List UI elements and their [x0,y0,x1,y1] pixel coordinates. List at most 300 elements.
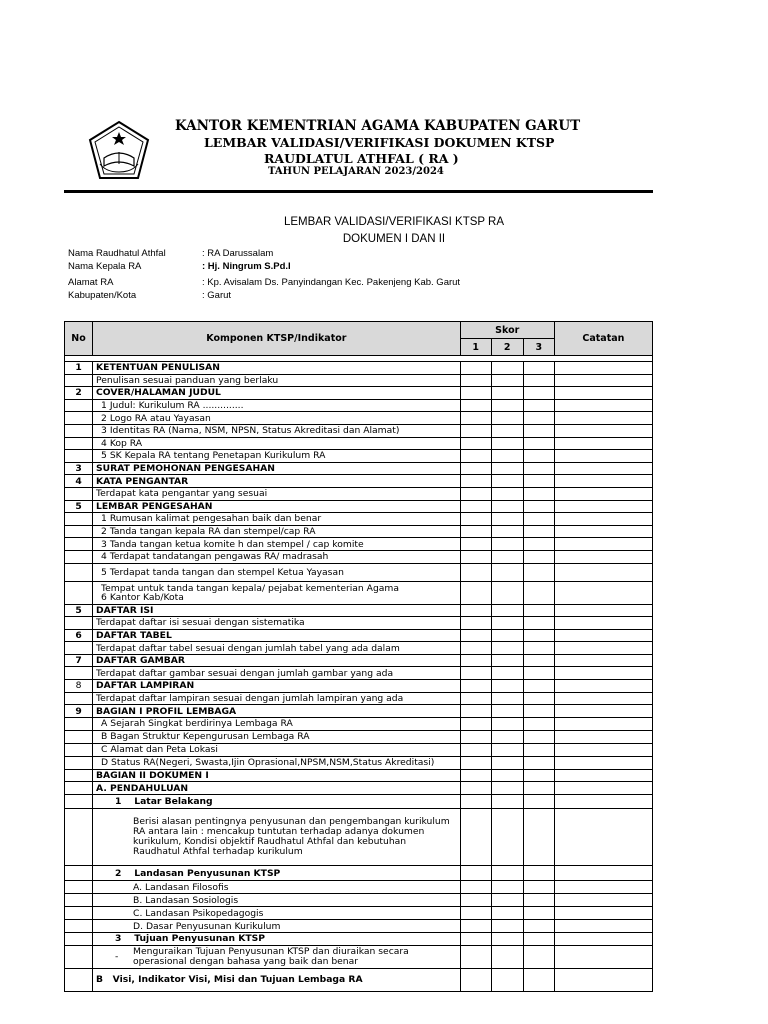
row-section: COVER/HALAMAN JUDUL [93,387,461,400]
table-row [65,692,653,705]
score-cell[interactable] [523,705,554,718]
table-row [65,525,653,538]
note-cell[interactable] [554,525,652,538]
row-no: 9 [65,705,93,718]
score-cell[interactable] [523,629,554,642]
table-row [65,617,653,630]
score-cell[interactable] [523,907,554,920]
row-section: DAFTAR GAMBAR [93,654,461,667]
row-indicator: Penulisan sesuai panduan yang berlaku [93,374,461,387]
score-cell[interactable] [491,809,523,866]
table-row [65,933,653,946]
note-cell[interactable] [554,809,652,866]
table-row [65,782,653,795]
score-cell[interactable] [460,399,491,412]
score-cell[interactable] [460,450,491,463]
score-cell[interactable] [491,487,523,500]
row-indicator: Terdapat kata pengantar yang sesuai [93,487,461,500]
row-section [93,968,461,991]
info-value: : RA Darussalam [202,248,274,259]
note-cell[interactable] [554,563,652,581]
info-label: Kabupaten/Kota [68,290,137,301]
row-section [93,866,461,881]
note-cell[interactable] [554,968,652,991]
score-cell[interactable] [460,538,491,551]
row-section: A. PENDAHULUAN [93,782,461,795]
note-cell[interactable] [554,550,652,563]
note-cell[interactable] [554,374,652,387]
note-cell[interactable] [554,629,652,642]
table-row [65,450,653,463]
sub-title: Visi, Indikator Visi, Misi dan Tujuan Lembaga RA [112,974,363,986]
score-cell[interactable] [460,920,491,933]
score-cell[interactable] [460,563,491,581]
note-cell[interactable] [554,866,652,881]
score-cell[interactable] [523,866,554,881]
info-label: Alamat RA [68,277,114,288]
note-cell[interactable] [554,705,652,718]
score-cell[interactable] [491,581,523,604]
note-cell[interactable] [554,604,652,617]
note-cell[interactable] [554,513,652,526]
table-row [65,730,653,743]
header-line-4: TAHUN PELAJARAN 2023/2024 [268,166,444,177]
table-row [65,424,653,437]
note-cell[interactable] [554,933,652,946]
row-indicator: 2 Tanda tangan kepala RA dan stempel/cap RA [93,525,461,538]
table-row [65,581,653,604]
row-no: 6 [65,629,93,642]
row-indicator: 5 SK Kepala RA tentang Penetapan Kurikulum RA [93,450,461,463]
score-cell[interactable] [460,581,491,604]
score-cell[interactable] [491,629,523,642]
row-no: 2 [65,387,93,400]
table-row [65,680,653,693]
table-row [65,437,653,450]
score-cell[interactable] [460,374,491,387]
score-cell[interactable] [491,866,523,881]
score-cell[interactable] [460,933,491,946]
row-section: BAGIAN II DOKUMEN I [93,769,461,782]
score-cell[interactable] [491,920,523,933]
score-cell[interactable] [491,642,523,655]
note-cell[interactable] [554,769,652,782]
score-cell[interactable] [460,705,491,718]
doc-title: LEMBAR VALIDASI/VERIFIKASI KTSP RA [283,216,505,228]
score-cell[interactable] [523,424,554,437]
score-cell[interactable] [523,920,554,933]
score-cell[interactable] [523,399,554,412]
score-cell[interactable] [460,769,491,782]
table-row [65,769,653,782]
row-indicator: 1 Rumusan kalimat pengesahan baik dan benar [93,513,461,526]
score-cell[interactable] [460,487,491,500]
score-cell[interactable] [460,617,491,630]
row-indicator [93,581,461,604]
note-cell[interactable] [554,437,652,450]
score-cell[interactable] [523,513,554,526]
row-no: 7 [65,654,93,667]
note-cell[interactable] [554,412,652,425]
score-cell[interactable] [460,604,491,617]
row-indicator: Terdapat daftar tabel sesuai dengan jumlah tabel yang ada dalam [93,642,461,655]
score-cell[interactable] [491,604,523,617]
row-section: KETENTUAN PENULISAN [93,362,461,375]
score-cell[interactable] [460,717,491,730]
header-line-2: LEMBAR VALIDASI/VERIFIKASI DOKUMEN KTSP [204,135,555,150]
score-cell[interactable] [491,450,523,463]
note-cell[interactable] [554,743,652,756]
header-score-3: 3 [523,339,554,356]
table-row [65,563,653,581]
score-cell[interactable] [491,705,523,718]
table-row [65,487,653,500]
score-cell[interactable] [491,717,523,730]
table-row [65,795,653,809]
score-cell[interactable] [491,563,523,581]
sub-title: Landasan Penyusunan KTSP [134,867,281,879]
row-section: DAFTAR TABEL [93,629,461,642]
score-cell[interactable] [523,743,554,756]
note-cell[interactable] [554,362,652,375]
note-cell[interactable] [554,920,652,933]
score-cell[interactable] [460,654,491,667]
score-cell[interactable] [460,387,491,400]
score-cell[interactable] [491,945,523,968]
score-cell[interactable] [460,907,491,920]
table-row [65,705,653,718]
table-row [65,907,653,920]
header-divider [64,190,653,193]
score-cell[interactable] [491,968,523,991]
note-cell[interactable] [554,500,652,513]
score-cell[interactable] [491,933,523,946]
table-row [65,642,653,655]
score-cell[interactable] [523,437,554,450]
note-cell[interactable] [554,795,652,809]
note-cell[interactable] [554,387,652,400]
score-cell[interactable] [460,424,491,437]
note-cell[interactable] [554,894,652,907]
info-label: Nama Kepala RA [68,261,142,272]
table-row [65,412,653,425]
note-cell[interactable] [554,424,652,437]
row-indicator: Terdapat daftar lampiran sesuai dengan jumlah lampiran yang ada [93,692,461,705]
row-indicator: 2 Logo RA atau Yayasan [93,412,461,425]
header-no: No [65,322,93,356]
score-cell[interactable] [460,730,491,743]
row-indicator: A. Landasan Filosofis [93,881,461,894]
row-indicator: Terdapat daftar gambar sesuai dengan jumlah gambar yang ada [93,667,461,680]
score-cell[interactable] [491,374,523,387]
score-cell[interactable] [523,581,554,604]
score-cell[interactable] [523,550,554,563]
row-section: LEMBAR PENGESAHAN [93,500,461,513]
score-cell[interactable] [491,399,523,412]
score-cell[interactable] [523,680,554,693]
score-cell[interactable] [523,782,554,795]
row-no: 5 [65,604,93,617]
table-row [65,920,653,933]
note-cell[interactable] [554,730,652,743]
table-row [65,550,653,563]
score-cell[interactable] [491,730,523,743]
score-cell[interactable] [523,692,554,705]
row-indicator: Terdapat daftar isi sesuai dengan sistematika [93,617,461,630]
note-cell[interactable] [554,945,652,968]
score-cell[interactable] [460,782,491,795]
score-cell[interactable] [491,782,523,795]
note-cell[interactable] [554,642,652,655]
score-cell[interactable] [491,437,523,450]
score-cell[interactable] [523,642,554,655]
score-cell[interactable] [523,475,554,488]
table-row [65,538,653,551]
table-row [65,866,653,881]
score-cell[interactable] [523,809,554,866]
note-cell[interactable] [554,538,652,551]
table-row [65,399,653,412]
row-indicator: C. Landasan Psikopedagogis [93,907,461,920]
score-cell[interactable] [460,692,491,705]
score-cell[interactable] [491,500,523,513]
table-row [65,756,653,769]
note-cell[interactable] [554,782,652,795]
score-cell[interactable] [491,795,523,809]
row-indicator: D. Dasar Penyusunan Kurikulum [93,920,461,933]
row-section: KATA PENGANTAR [93,475,461,488]
score-cell[interactable] [491,424,523,437]
score-cell[interactable] [523,362,554,375]
score-cell[interactable] [523,617,554,630]
table-row [65,374,653,387]
score-cell[interactable] [491,412,523,425]
score-cell[interactable] [460,795,491,809]
table-row [65,387,653,400]
score-cell[interactable] [523,667,554,680]
row-indicator: A Sejarah Singkat berdirinya Lembaga RA [93,717,461,730]
score-cell[interactable] [491,667,523,680]
table-row [65,629,653,642]
score-cell[interactable] [460,894,491,907]
note-cell[interactable] [554,654,652,667]
score-cell[interactable] [460,756,491,769]
row-section: DAFTAR LAMPIRAN [93,680,461,693]
score-cell[interactable] [523,717,554,730]
row-section: SURAT PEMOHONAN PENGESAHAN [93,462,461,475]
header-score-1: 1 [460,339,491,356]
score-cell[interactable] [491,769,523,782]
score-cell[interactable] [491,907,523,920]
note-cell[interactable] [554,756,652,769]
sub-no: B [96,974,104,986]
score-cell[interactable] [491,525,523,538]
info-value: : Garut [202,290,232,301]
table-row [65,881,653,894]
score-cell[interactable] [460,500,491,513]
score-cell[interactable] [460,667,491,680]
score-cell[interactable] [523,881,554,894]
header-line-1: KANTOR KEMENTRIAN AGAMA KABUPATEN GARUT [175,118,581,134]
row-indicator: 4 Kop RA [93,437,461,450]
row-indicator: 5 Terdapat tanda tangan dan stempel Ketua Yayasan [93,563,461,581]
sub-title: Latar Belakang [134,796,213,808]
table-header-row [65,322,653,339]
header-catatan: Catatan [554,322,652,356]
score-cell[interactable] [460,743,491,756]
score-cell[interactable] [460,642,491,655]
score-cell[interactable] [491,513,523,526]
note-cell[interactable] [554,399,652,412]
row-no: 3 [65,462,93,475]
score-cell[interactable] [523,538,554,551]
table-row [65,945,653,968]
sub-no: 1 [115,796,122,808]
score-cell[interactable] [491,756,523,769]
row-indicator-line: 6 Kantor Kab/Kota [101,591,184,603]
score-cell[interactable] [491,617,523,630]
score-cell[interactable] [523,795,554,809]
score-cell[interactable] [523,604,554,617]
note-cell[interactable] [554,487,652,500]
score-cell[interactable] [491,654,523,667]
row-indicator [93,945,461,968]
row-indicator: D Status RA(Negeri, Swasta,Ijin Oprasional,NPSM,NSM,Status Akreditasi) [93,756,461,769]
score-cell[interactable] [460,968,491,991]
note-cell[interactable] [554,450,652,463]
score-cell[interactable] [460,866,491,881]
score-cell[interactable] [460,462,491,475]
score-cell[interactable] [491,475,523,488]
score-cell[interactable] [491,743,523,756]
score-cell[interactable] [523,462,554,475]
row-no: 8 [65,680,93,693]
note-cell[interactable] [554,617,652,630]
doc-subtitle: DOKUMEN I DAN II [342,233,446,245]
score-cell[interactable] [523,945,554,968]
score-cell[interactable] [523,968,554,991]
note-cell[interactable] [554,881,652,894]
note-cell[interactable] [554,717,652,730]
row-indicator: 4 Terdapat tandatangan pengawas RA/ madrasah [93,550,461,563]
sub-no: 3 [115,933,122,945]
row-no: 1 [65,362,93,375]
table-row [65,362,653,375]
score-cell[interactable] [491,881,523,894]
score-cell[interactable] [523,412,554,425]
score-cell[interactable] [491,894,523,907]
info-label: Nama Raudhatul Athfal [68,248,166,259]
note-cell[interactable] [554,680,652,693]
score-cell[interactable] [460,809,491,866]
score-cell[interactable] [523,450,554,463]
score-cell[interactable] [460,513,491,526]
score-cell[interactable] [491,462,523,475]
score-cell[interactable] [460,680,491,693]
row-indicator-text: Menguraikan Tujuan Penyusunan KTSP dan diuraikan secara operasional dengan bahasa yang baik dan benar [133,945,409,967]
table-row [65,654,653,667]
note-cell[interactable] [554,667,652,680]
note-cell[interactable] [554,462,652,475]
row-section [93,795,461,809]
table-row [65,462,653,475]
score-cell[interactable] [460,412,491,425]
info-value: : Kp. Avisalam Ds. Panyindangan Kec. Pakenjeng Kab. Garut [202,277,461,288]
row-no: 5 [65,500,93,513]
score-cell[interactable] [460,881,491,894]
table-row [65,894,653,907]
score-cell[interactable] [460,362,491,375]
score-cell[interactable] [460,629,491,642]
score-cell[interactable] [523,730,554,743]
row-section: BAGIAN I PROFIL LEMBAGA [93,705,461,718]
table-row [65,743,653,756]
table-row [65,968,653,991]
score-cell[interactable] [523,933,554,946]
note-cell[interactable] [554,475,652,488]
row-indicator: B. Landasan Sosiologis [93,894,461,907]
table-row [65,717,653,730]
score-cell[interactable] [491,550,523,563]
score-cell[interactable] [523,654,554,667]
score-cell[interactable] [491,362,523,375]
score-cell[interactable] [523,374,554,387]
row-indicator: C Alamat dan Peta Lokasi [93,743,461,756]
header-skor: Skor [460,322,554,339]
letterhead [0,0,768,200]
score-cell[interactable] [460,475,491,488]
row-indicator: 3 Tanda tangan ketua komite h dan stempel / cap komite [93,538,461,551]
note-cell[interactable] [554,581,652,604]
note-cell[interactable] [554,692,652,705]
validation-table [64,321,653,992]
table-row [65,475,653,488]
row-no: 4 [65,475,93,488]
sub-no: 2 [115,867,122,879]
score-cell[interactable] [460,437,491,450]
score-cell[interactable] [523,525,554,538]
score-cell[interactable] [491,387,523,400]
row-indicator-line: Tempat untuk tanda tangan kepala/ pejabat kementerian Agama [101,582,400,594]
score-cell[interactable] [523,387,554,400]
table-row [65,513,653,526]
score-cell[interactable] [491,680,523,693]
row-indicator: 3 Identitas RA (Nama, NSM, NPSN, Status Akreditasi dan Alamat) [93,424,461,437]
score-cell[interactable] [523,769,554,782]
score-cell[interactable] [523,894,554,907]
score-cell[interactable] [491,538,523,551]
score-cell[interactable] [460,525,491,538]
sub-title: Tujuan Penyusunan KTSP [134,933,265,945]
score-cell[interactable] [491,692,523,705]
info-value: : Hj. Ningrum S.Pd.I [202,261,291,272]
score-cell[interactable] [460,945,491,968]
score-cell[interactable] [523,500,554,513]
row-section [93,933,461,946]
score-cell[interactable] [523,563,554,581]
header-line-3: RAUDLATUL ATHFAL ( RA ) [264,151,459,166]
table-row [65,604,653,617]
score-cell[interactable] [460,550,491,563]
row-section: DAFTAR ISI [93,604,461,617]
note-cell[interactable] [554,907,652,920]
row-dash: - [115,951,119,963]
score-cell[interactable] [523,756,554,769]
row-indicator: 1 Judul: Kurikulum RA .............. [93,399,461,412]
row-indicator: B Bagan Struktur Kepengurusan Lembaga RA [93,730,461,743]
kemenag-logo-icon [86,120,152,182]
score-cell[interactable] [523,487,554,500]
